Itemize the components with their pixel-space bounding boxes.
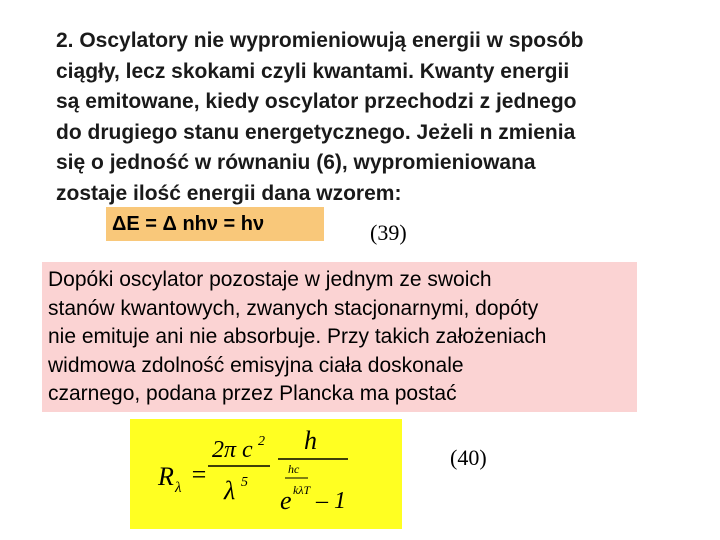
box-line: widmowa zdolność emisyjna ciała doskonale [48,353,464,377]
equation-40-number: (40) [450,445,487,470]
planck-formula-40 [130,419,402,529]
formula-inner-denominator: kλT [293,483,311,497]
formula-frac1-numerator-exp: 2 [258,434,265,449]
intro-line: się o jedność w równaniu (6), wypromieniowana [56,151,536,174]
formula-frac1-numerator: 2π c [212,437,253,463]
formula-frac1-denominator: λ [224,476,236,505]
equation-39-highlight: ΔE = Δ nhν = hν [106,207,324,241]
formula-minus-one: – 1 [316,488,346,514]
box-line: Dopóki oscylator pozostaje w jednym ze swoich [48,268,492,291]
formula-frac1-denominator-exp: 5 [241,475,248,490]
intro-line: 2. Oscylatory nie wypromieniowują energii w sposób [56,29,584,52]
intro-line: zostaje ilość energii dana wzorem: [56,181,402,205]
intro-line: ciągły, lecz skokami czyli kwantami. Kwanty energii [56,59,570,83]
formula-lhs-symbol: R [158,462,174,491]
box-line: stanów kwantowych, zwanych stacjonarnymi, dopóty [48,296,539,320]
planck-formula-svg [130,419,402,529]
formula-equals: = [190,460,208,489]
intro-line: do drugiego stanu energetycznego. Jeżeli n zmienia [56,120,576,144]
box-line: nie emituje ani nie absorbuje. Przy takich założeniach [48,325,547,348]
formula-inner-numerator: hc [288,462,300,476]
intro-line: są emitowane, kiedy oscylator przechodzi z jednego [56,90,577,113]
formula-lhs-subscript: λ [175,480,182,496]
formula-exp-base: e [280,486,292,515]
box-line: czarnego, podana przez Plancka ma postać [48,382,457,405]
stationary-states-box [42,262,637,412]
formula-frac2-numerator: h [304,426,317,455]
equation-39-number: (39) [370,220,407,245]
intro-paragraph [56,26,676,209]
